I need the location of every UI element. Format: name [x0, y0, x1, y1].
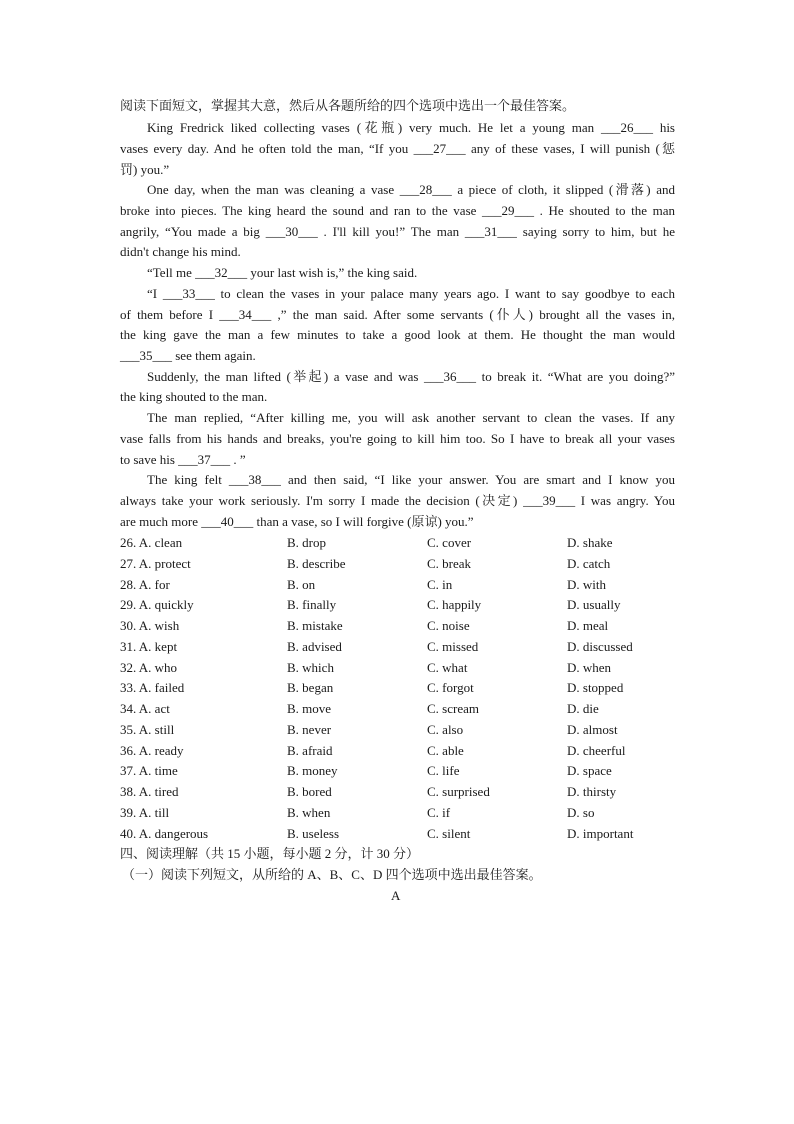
option-c: C. also [427, 721, 464, 737]
option-b: B. never [287, 721, 332, 737]
option-a: 32. A. who [120, 659, 178, 675]
passage-line: didn't change his mind. [120, 244, 241, 259]
passage-label: A [391, 888, 401, 903]
option-d: D. so [567, 804, 595, 820]
question-options-row [120, 803, 680, 824]
option-d: D. cheerful [567, 742, 626, 758]
option-a: 31. A. kept [120, 638, 178, 654]
option-d: D. stopped [567, 680, 624, 696]
option-a: 26. A. clean [120, 535, 183, 550]
option-c: C. able [427, 742, 464, 758]
instruction-text: 阅读下面短文，掌握其大意，然后从各题所给的四个选项中选出一个最佳答案。 [120, 98, 576, 113]
option-a: 38. A. tired [120, 784, 179, 799]
passage-line: of them before I ___34___ ,” the man said. After some servants (仆人) brought all the vases in, [120, 307, 675, 322]
option-c: C. surprised [427, 784, 490, 799]
option-a: 35. A. still [120, 721, 175, 737]
option-c: C. break [427, 555, 472, 571]
passage-line: the king gave the man a few minutes to take a good look at them. He thought the man would [120, 327, 675, 342]
option-d: D. catch [567, 555, 611, 571]
option-c: C. cover [427, 535, 472, 550]
option-c: C. scream [427, 701, 479, 716]
passage-line: broke into pieces. The king heard the sound and ran to the vase ___29___ . He shouted to the man [120, 203, 675, 218]
passage-line: vases every day. And he often told the man, “If you ___27___ any of these vases, I will punish (惩 [120, 141, 675, 156]
passage-line: “I ___33___ to clean the vases in your palace many years ago. I want to say goodbye to each [147, 286, 675, 301]
question-options-row [120, 554, 680, 575]
section-heading: 四、阅读理解（共 15 小题，每小题 2 分，计 30 分） [120, 846, 420, 861]
option-a: 28. A. for [120, 576, 170, 592]
option-a: 34. A. act [120, 701, 170, 716]
passage-line: “Tell me ___32___ your last wish is,” the king said. [147, 265, 418, 280]
option-b: B. move [287, 701, 332, 716]
option-c: C. silent [427, 825, 471, 841]
question-options-row [120, 720, 680, 741]
question-options-row [120, 699, 680, 720]
option-d: D. important [567, 825, 634, 841]
option-d: D. space [567, 763, 612, 779]
option-b: B. began [287, 680, 334, 696]
passage-line: to save his ___37___ . ” [120, 452, 246, 467]
option-d: D. usually [567, 597, 621, 613]
option-b: B. drop [287, 535, 326, 550]
option-b: B. money [287, 763, 338, 779]
option-c: C. life [427, 763, 460, 779]
question-options-row [120, 637, 680, 658]
question-options-row [120, 575, 680, 596]
option-a: 27. A. protect [120, 555, 191, 571]
passage-line: The man replied, “After killing me, you will ask another servant to clean the vases. If any [147, 410, 675, 425]
passage-line: always take your work seriously. I'm sorry I made the decision (决定) ___39___ I was angry. You [120, 493, 675, 508]
question-options-row [120, 658, 680, 679]
option-d: D. thirsty [567, 784, 617, 799]
option-a: 37. A. time [120, 763, 178, 779]
option-d: D. with [567, 576, 606, 592]
option-c: C. noise [427, 618, 470, 633]
passage-line: are much more ___40___ than a vase, so I will forgive (原谅) you.” [120, 514, 474, 529]
option-d: D. when [567, 659, 612, 675]
question-options-row [120, 533, 680, 554]
option-c: C. what [427, 659, 468, 675]
option-c: C. missed [427, 638, 479, 654]
question-options-row [120, 595, 680, 616]
passage-line: King Fredrick liked collecting vases (花瓶) very much. He let a young man ___26___ his [147, 120, 675, 135]
question-options-row [120, 741, 680, 762]
option-b: B. afraid [287, 742, 333, 758]
passage-line: Suddenly, the man lifted (举起) a vase and was ___36___ to break it. “What are you doing?” [147, 369, 675, 384]
option-b: B. mistake [287, 618, 343, 633]
option-b: B. advised [287, 638, 342, 654]
option-a: 33. A. failed [120, 680, 185, 696]
question-options-row [120, 678, 680, 699]
passage-line: the king shouted to the man. [120, 389, 268, 404]
option-b: B. bored [287, 784, 332, 799]
passage-line: angrily, “You made a big ___30___ . I'll kill you!” The man ___31___ saying sorry to him, but he [120, 224, 675, 239]
subsection-heading: （一）阅读下列短文，从所给的 A、B、C、D 四个选项中选出最佳答案。 [122, 867, 542, 882]
option-c: C. happily [427, 597, 482, 613]
option-a: 39. A. till [120, 804, 170, 820]
passage-line: 罚) you.” [120, 162, 170, 177]
option-b: B. on [287, 576, 316, 592]
option-b: B. when [287, 804, 331, 820]
question-options-row [120, 782, 680, 803]
passage-line: One day, when the man was cleaning a vase ___28___ a piece of cloth, it slipped (滑落) and [147, 182, 675, 197]
options-table [120, 533, 680, 844]
option-d: D. shake [567, 535, 613, 550]
option-a: 36. A. ready [120, 742, 184, 758]
option-a: 29. A. quickly [120, 597, 194, 613]
option-a: 40. A. dangerous [120, 825, 209, 841]
option-b: B. useless [287, 825, 339, 841]
question-options-row [120, 761, 680, 782]
passage-line: ___35___ see them again. [120, 348, 256, 363]
option-b: B. which [287, 659, 334, 675]
option-c: C. in [427, 576, 453, 592]
option-d: D. die [567, 701, 599, 716]
question-options-row [120, 616, 680, 637]
option-d: D. meal [567, 618, 609, 633]
option-b: B. describe [287, 555, 346, 571]
passage-line: The king felt ___38___ and then said, “I like your answer. You are smart and I know you [147, 472, 675, 487]
question-options-row [120, 824, 680, 845]
option-b: B. finally [287, 597, 337, 613]
option-d: D. discussed [567, 638, 633, 654]
option-a: 30. A. wish [120, 618, 180, 633]
option-d: D. almost [567, 721, 618, 737]
option-c: C. forgot [427, 680, 474, 696]
passage-line: vase falls from his hands and breaks, you're going to kill him too. So I have to break all your vases [120, 431, 675, 446]
option-c: C. if [427, 804, 451, 820]
